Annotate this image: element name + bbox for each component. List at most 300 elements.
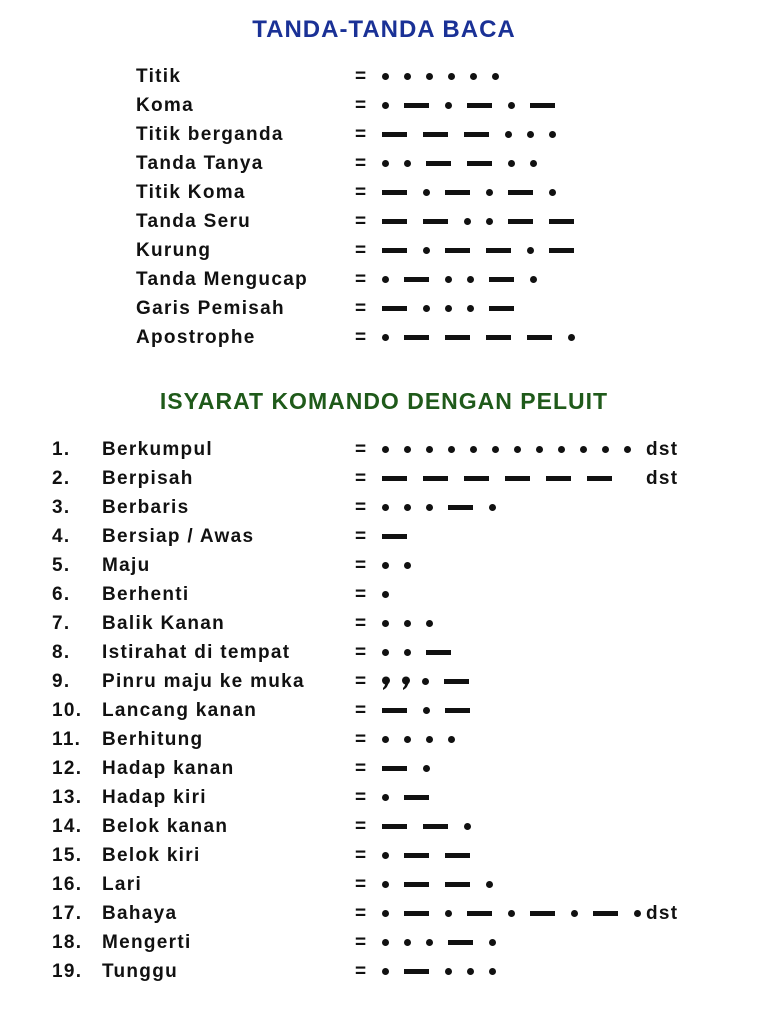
command-number: 16.: [52, 874, 83, 895]
signal-code: [378, 149, 648, 178]
signal-code: [378, 812, 648, 841]
signal-code: [378, 464, 648, 493]
dot-mark: [448, 446, 455, 453]
dot-mark: [492, 73, 499, 80]
command-number: 7.: [52, 613, 71, 634]
command-number: 6.: [52, 584, 71, 605]
dot-mark: [445, 276, 452, 283]
dot-mark: [426, 73, 433, 80]
dot-mark: [423, 305, 430, 312]
signal-pattern: [378, 236, 648, 265]
signal-pattern: [378, 207, 648, 236]
dot-mark: [568, 334, 575, 341]
dash-mark: [489, 277, 514, 282]
dash-mark: [587, 476, 612, 481]
punctuation-label: Titik Koma: [136, 182, 246, 203]
whistle-row: [0, 928, 768, 957]
command-label: Berbaris: [102, 497, 190, 518]
command-number: 3.: [52, 497, 71, 518]
whistle-row: [0, 725, 768, 754]
command-label: Mengerti: [102, 932, 192, 953]
dot-mark: [382, 794, 389, 801]
equals-sign: =: [355, 497, 368, 518]
dash-mark: [404, 853, 429, 858]
signal-pattern: [378, 493, 648, 522]
signal-pattern: [378, 725, 648, 754]
dot-mark: [508, 102, 515, 109]
signal-pattern: [378, 265, 648, 294]
dot-mark: [445, 910, 452, 917]
punctuation-label: Titik: [136, 66, 182, 87]
dash-mark: [382, 306, 407, 311]
dash-mark: [382, 219, 407, 224]
dash-mark: [486, 335, 511, 340]
whistle-row: [0, 870, 768, 899]
signal-code: [378, 522, 648, 551]
whistle-row: [0, 957, 768, 986]
dash-mark: [448, 940, 473, 945]
equals-sign: =: [355, 758, 368, 779]
signal-code: [378, 207, 648, 236]
equals-sign: =: [355, 642, 368, 663]
equals-sign: =: [355, 269, 368, 290]
signal-code: [378, 928, 648, 957]
dash-mark: [467, 103, 492, 108]
dot-mark: [382, 852, 389, 859]
punctuation-row: [0, 207, 768, 236]
command-number: 9.: [52, 671, 71, 692]
dash-mark: [423, 476, 448, 481]
command-number: 15.: [52, 845, 83, 866]
continuation-suffix: dst: [646, 468, 679, 489]
command-label: Balik Kanan: [102, 613, 226, 634]
dash-mark: [530, 911, 555, 916]
dot-mark: [423, 247, 430, 254]
signal-pattern: [378, 551, 648, 580]
dash-mark: [467, 911, 492, 916]
signal-code: [378, 178, 648, 207]
dot-mark: [404, 562, 411, 569]
dash-mark: [423, 132, 448, 137]
dot-mark: [508, 910, 515, 917]
equals-sign: =: [355, 327, 368, 348]
signal-code: [378, 120, 648, 149]
dash-mark: [404, 795, 429, 800]
dash-mark: [382, 534, 407, 539]
dot-mark: [489, 504, 496, 511]
command-label: Maju: [102, 555, 151, 576]
dot-mark: [382, 968, 389, 975]
dot-mark: [426, 504, 433, 511]
dash-mark: [382, 476, 407, 481]
dash-mark: [423, 824, 448, 829]
punctuation-row: [0, 323, 768, 352]
dot-mark: [549, 131, 556, 138]
punctuation-row: [0, 120, 768, 149]
signal-code: [378, 754, 648, 783]
dash-mark: [527, 335, 552, 340]
dot-mark: [426, 939, 433, 946]
equals-sign: =: [355, 124, 368, 145]
dot-mark: [549, 189, 556, 196]
equals-sign: =: [355, 961, 368, 982]
dot-mark: [464, 218, 471, 225]
equals-sign: =: [355, 700, 368, 721]
dot-mark: [426, 736, 433, 743]
dot-mark: [382, 276, 389, 283]
dash-mark: [505, 476, 530, 481]
signal-code: [378, 435, 648, 464]
equals-sign: =: [355, 845, 368, 866]
equals-sign: =: [355, 153, 368, 174]
dot-mark: [527, 247, 534, 254]
dash-mark: [467, 161, 492, 166]
dot-mark: [486, 218, 493, 225]
whistle-row: [0, 841, 768, 870]
signal-code: [378, 91, 648, 120]
punctuation-label: Tanda Seru: [136, 211, 252, 232]
dash-mark: [445, 708, 470, 713]
signal-code: [378, 696, 648, 725]
command-number: 13.: [52, 787, 83, 808]
command-label: Bersiap / Awas: [102, 526, 255, 547]
punctuation-label: Garis Pemisah: [136, 298, 285, 319]
dot-mark: [423, 189, 430, 196]
command-label: Berkumpul: [102, 439, 213, 460]
dash-mark: [404, 277, 429, 282]
dot-mark: [634, 910, 641, 917]
dash-mark: [549, 219, 574, 224]
signal-code: [378, 493, 648, 522]
punctuation-label: Koma: [136, 95, 194, 116]
dot-mark: [382, 160, 389, 167]
punctuation-row: [0, 236, 768, 265]
equals-sign: =: [355, 903, 368, 924]
equals-sign: =: [355, 66, 368, 87]
dot-mark: [470, 446, 477, 453]
equals-sign: =: [355, 526, 368, 547]
command-label: Belok kiri: [102, 845, 201, 866]
whistle-row: [0, 667, 768, 696]
dot-mark: [486, 881, 493, 888]
punctuation-row: [0, 294, 768, 323]
whistle-row: [0, 638, 768, 667]
dot-mark: [445, 305, 452, 312]
equals-sign: =: [355, 439, 368, 460]
dot-mark: [404, 73, 411, 80]
dot-mark: [404, 939, 411, 946]
signal-code: [378, 638, 648, 667]
signal-pattern: [378, 928, 648, 957]
signal-pattern: [378, 957, 648, 986]
signal-pattern: [378, 149, 648, 178]
signal-pattern: [378, 783, 648, 812]
signal-pattern: [378, 120, 648, 149]
signal-pattern: [378, 638, 648, 667]
dot-mark: [404, 504, 411, 511]
command-label: Hadap kanan: [102, 758, 235, 779]
punctuation-row: [0, 178, 768, 207]
dot-mark: [489, 939, 496, 946]
dash-mark: [382, 708, 407, 713]
whistle-row: [0, 522, 768, 551]
command-number: 17.: [52, 903, 83, 924]
dot-mark: [382, 620, 389, 627]
dot-mark: [445, 968, 452, 975]
signal-pattern: [378, 899, 648, 928]
signal-pattern: [378, 91, 648, 120]
equals-sign: =: [355, 95, 368, 116]
signal-pattern: [378, 62, 648, 91]
signal-code: [378, 323, 648, 352]
signal-code: [378, 783, 648, 812]
dash-mark: [508, 190, 533, 195]
dash-mark: [486, 248, 511, 253]
whistle-row: [0, 812, 768, 841]
continuation-suffix: dst: [646, 903, 679, 924]
equals-sign: =: [355, 240, 368, 261]
whistle-row: [0, 551, 768, 580]
dot-mark: [571, 910, 578, 917]
equals-sign: =: [355, 613, 368, 634]
command-label: Belok kanan: [102, 816, 229, 837]
whistle-row: [0, 783, 768, 812]
signal-pattern: [378, 841, 648, 870]
command-label: Pinru maju ke muka: [102, 671, 305, 692]
punctuation-row: [0, 91, 768, 120]
signal-pattern: [378, 696, 648, 725]
dot-mark: [505, 131, 512, 138]
whistle-row: [0, 754, 768, 783]
dot-mark: [382, 504, 389, 511]
equals-sign: =: [355, 729, 368, 750]
signal-pattern: [378, 464, 648, 493]
dot-mark: [464, 823, 471, 830]
dash-mark: [426, 650, 451, 655]
dot-mark: [492, 446, 499, 453]
punctuation-label: Apostrophe: [136, 327, 256, 348]
dot-mark: [404, 620, 411, 627]
whistle-row: [0, 493, 768, 522]
equals-sign: =: [355, 816, 368, 837]
command-label: Istirahat di tempat: [102, 642, 291, 663]
whistle-row: [0, 580, 768, 609]
dash-mark: [445, 882, 470, 887]
dot-mark: [514, 446, 521, 453]
equals-sign: =: [355, 555, 368, 576]
dot-mark: [382, 73, 389, 80]
dot-mark: [624, 446, 631, 453]
dot-mark: [467, 968, 474, 975]
dot-mark: [404, 160, 411, 167]
dot-mark: [382, 591, 389, 598]
punctuation-row: [0, 149, 768, 178]
dot-mark: [448, 736, 455, 743]
command-number: 11.: [52, 729, 82, 750]
dot-mark: [426, 620, 433, 627]
dash-mark: [382, 766, 407, 771]
dot-mark: [382, 736, 389, 743]
dash-mark: [464, 476, 489, 481]
whistle-row: [0, 696, 768, 725]
comma-mark: [382, 677, 390, 691]
equals-sign: =: [355, 874, 368, 895]
dash-mark: [530, 103, 555, 108]
command-label: Berhenti: [102, 584, 190, 605]
signal-pattern: [378, 667, 648, 696]
dash-mark: [382, 824, 407, 829]
command-label: Berhitung: [102, 729, 204, 750]
dash-mark: [445, 335, 470, 340]
command-number: 8.: [52, 642, 71, 663]
dot-mark: [508, 160, 515, 167]
equals-sign: =: [355, 211, 368, 232]
dash-mark: [489, 306, 514, 311]
dot-mark: [382, 334, 389, 341]
dash-mark: [404, 335, 429, 340]
command-label: Lancang kanan: [102, 700, 258, 721]
command-label: Bahaya: [102, 903, 178, 924]
command-label: Tunggu: [102, 961, 179, 982]
signal-code: [378, 725, 648, 754]
equals-sign: =: [355, 671, 368, 692]
signal-code: [378, 236, 648, 265]
dot-mark: [467, 305, 474, 312]
signal-pattern: [378, 870, 648, 899]
command-number: 14.: [52, 816, 83, 837]
dot-mark: [423, 765, 430, 772]
dot-mark: [382, 102, 389, 109]
dot-mark: [445, 102, 452, 109]
dash-mark: [549, 248, 574, 253]
signal-pattern: [378, 754, 648, 783]
equals-sign: =: [355, 298, 368, 319]
dash-mark: [464, 132, 489, 137]
whistle-row: [0, 609, 768, 638]
command-label: Lari: [102, 874, 143, 895]
dot-mark: [527, 131, 534, 138]
dot-mark: [467, 276, 474, 283]
dash-mark: [382, 132, 407, 137]
dot-mark: [486, 189, 493, 196]
equals-sign: =: [355, 584, 368, 605]
signal-code: [378, 957, 648, 986]
dash-mark: [404, 969, 429, 974]
dash-mark: [426, 161, 451, 166]
signal-pattern: [378, 812, 648, 841]
dash-mark: [423, 219, 448, 224]
dot-mark: [404, 736, 411, 743]
dash-mark: [448, 505, 473, 510]
dot-mark: [448, 73, 455, 80]
whistle-row: [0, 435, 768, 464]
command-number: 18.: [52, 932, 83, 953]
dot-mark: [382, 881, 389, 888]
dot-mark: [382, 446, 389, 453]
command-label: Berpisah: [102, 468, 194, 489]
signal-pattern: [378, 609, 648, 638]
signal-pattern: [378, 435, 648, 464]
signal-pattern: [378, 294, 648, 323]
dash-mark: [445, 248, 470, 253]
signal-code: [378, 551, 648, 580]
signal-code: [378, 870, 648, 899]
equals-sign: =: [355, 932, 368, 953]
dash-mark: [445, 190, 470, 195]
punctuation-row: [0, 265, 768, 294]
punctuation-label: Kurung: [136, 240, 212, 261]
command-number: 10.: [52, 700, 83, 721]
dash-mark: [593, 911, 618, 916]
punctuation-label: Titik berganda: [136, 124, 284, 145]
dot-mark: [580, 446, 587, 453]
punctuation-title: TANDA-TANDA BACA: [252, 16, 516, 43]
signal-code: [378, 62, 648, 91]
signal-code: [378, 580, 648, 609]
dash-mark: [546, 476, 571, 481]
signal-pattern: [378, 323, 648, 352]
dot-mark: [422, 678, 429, 685]
dot-mark: [382, 939, 389, 946]
dot-mark: [404, 649, 411, 656]
dot-mark: [426, 446, 433, 453]
equals-sign: =: [355, 468, 368, 489]
dot-mark: [530, 276, 537, 283]
dot-mark: [382, 649, 389, 656]
command-number: 1.: [52, 439, 71, 460]
punctuation-label: Tanda Tanya: [136, 153, 264, 174]
dot-mark: [558, 446, 565, 453]
signal-code: [378, 667, 648, 696]
dot-mark: [489, 968, 496, 975]
command-number: 5.: [52, 555, 71, 576]
signal-code: [378, 294, 648, 323]
dash-mark: [382, 190, 407, 195]
signal-pattern: [378, 178, 648, 207]
signal-code: [378, 899, 648, 928]
signal-code: [378, 841, 648, 870]
command-number: 12.: [52, 758, 83, 779]
dash-mark: [445, 853, 470, 858]
punctuation-label: Tanda Mengucap: [136, 269, 308, 290]
dot-mark: [382, 910, 389, 917]
dot-mark: [423, 707, 430, 714]
signal-code: [378, 265, 648, 294]
equals-sign: =: [355, 787, 368, 808]
dot-mark: [530, 160, 537, 167]
dash-mark: [444, 679, 469, 684]
dash-mark: [508, 219, 533, 224]
continuation-suffix: dst: [646, 439, 679, 460]
dash-mark: [404, 911, 429, 916]
signal-pattern: [378, 522, 648, 551]
dot-mark: [404, 446, 411, 453]
whistle-row: [0, 899, 768, 928]
dot-mark: [602, 446, 609, 453]
dot-mark: [470, 73, 477, 80]
command-number: 19.: [52, 961, 83, 982]
dot-mark: [536, 446, 543, 453]
command-label: Hadap kiri: [102, 787, 207, 808]
equals-sign: =: [355, 182, 368, 203]
command-number: 2.: [52, 468, 71, 489]
whistle-title: ISYARAT KOMANDO DENGAN PELUIT: [159, 388, 609, 414]
signal-code: [378, 609, 648, 638]
punctuation-row: [0, 62, 768, 91]
whistle-row: [0, 464, 768, 493]
dash-mark: [382, 248, 407, 253]
signal-pattern: [378, 580, 648, 609]
